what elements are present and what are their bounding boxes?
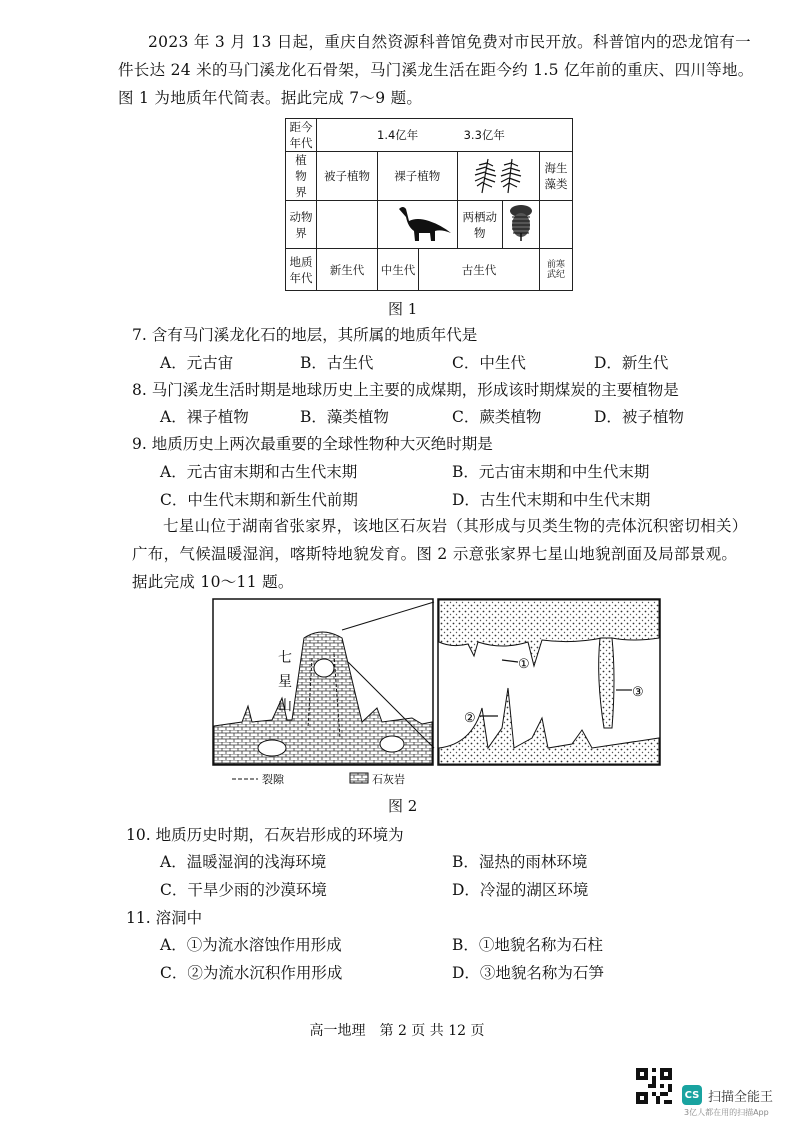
option[interactable]: A．①为流水溶蚀作用形成 [160,936,342,954]
option[interactable]: B．藻类植物 [300,408,389,426]
option[interactable]: C．中生代 [452,354,526,372]
marker-1: ① [518,657,530,672]
row-label-animal: 动物界 [286,201,317,249]
row-label-plant: 植物界 [286,152,317,201]
option[interactable]: C．蕨类植物 [452,408,542,426]
question-11: 11. 溶洞中 [126,909,203,927]
page-footer: 高一地理 第 2 页 共 12 页 [309,1023,485,1039]
fern-cell [457,152,539,201]
intro-paragraph-2 [132,512,752,596]
legend-crack: 裂隙 [262,773,284,786]
question-9: 9. 地质历史上两次最重要的全球性物种大灭绝时期是 [132,435,493,453]
option[interactable]: B．元古宙末期和中生代末期 [452,463,650,481]
option[interactable]: C．干旱少雨的沙漠环境 [160,881,327,899]
intro2-line3: 据此完成 10～11 题。 [132,573,294,591]
era-precambrian: 前寒武纪 [540,249,573,291]
era-paleozoic: 古生代 [419,249,540,291]
option[interactable]: C．②为流水沉积作用形成 [160,964,343,982]
era-mesozoic: 中生代 [378,249,419,291]
intro1-line2: 件长达 24 米的马门溪龙化石骨架，马门溪龙生活在距今约 1.5 亿年前的重庆、四川等地。 [118,61,754,79]
option[interactable]: A．温暖湿润的浅海环境 [160,853,327,871]
intro2-line1: 七星山位于湖南省张家界，该地区石灰岩（其形成与贝类生物的壳体沉积密切相关） [163,517,748,535]
age-1-4: 1.4亿年 [377,128,419,142]
age-3-3: 3.3亿年 [463,128,505,142]
animal-amphibian: 两栖动物 [457,201,502,249]
trilobite-cell [502,201,539,249]
scanner-logo: CS [682,1085,702,1105]
mountain-profile-panel [213,599,434,765]
option[interactable]: A．元古宙 [160,354,234,372]
option[interactable]: B．①地貌名称为石柱 [452,936,603,954]
trilobite-icon [503,203,539,243]
option[interactable]: C．中生代末期和新生代前期 [160,491,358,509]
geologic-time-table [285,118,573,291]
question-7: 7. 含有马门溪龙化石的地层，其所属的地质年代是 [132,326,478,344]
option[interactable]: A．裸子植物 [160,408,249,426]
intro-paragraph-1 [118,28,758,112]
animal-empty-2 [540,201,573,249]
intro1-line1: 2023 年 3 月 13 日起，重庆自然资源科普馆免费对市民开放。科普馆内的恐龙馆有一 [148,33,751,51]
intro1-line3: 图 1 为地质年代简表。据此完成 7～9 题。 [118,89,423,107]
figure-2-karst-diagram [212,598,662,788]
animal-empty [317,201,378,249]
fern-icon [468,155,528,195]
option[interactable]: D．被子植物 [594,408,684,426]
question-8: 8. 马门溪龙生活时期是地球历史上主要的成煤期，形成该时期煤炭的主要植物是 [132,381,679,399]
age-cell [317,119,573,152]
dinosaur-cell [378,201,458,249]
option[interactable]: D．新生代 [594,354,669,372]
legend-limestone: 石灰岩 [372,773,405,786]
option[interactable]: B．湿热的雨林环境 [452,853,588,871]
figure-2-caption: 图 2 [388,797,418,815]
scanner-name: 扫描全能王 [708,1089,774,1105]
marker-3: ③ [632,685,644,700]
row-label-age: 距今年代 [286,119,317,152]
row-label-era: 地质年代 [286,249,317,291]
mountain-label-2: 星 [278,674,292,690]
dinosaur-icon [397,203,453,243]
plant-angiosperm: 被子植物 [317,152,378,201]
figure-1-caption: 图 1 [388,300,418,318]
intro2-line2: 广布，气候温暖湿润，喀斯特地貌发育。图 2 示意张家界七星山地貌剖面及局部景观。 [132,545,738,563]
era-cenozoic: 新生代 [317,249,378,291]
option[interactable]: B．古生代 [300,354,374,372]
cave-detail-panel [438,599,660,765]
scanner-badge [682,1085,774,1117]
option[interactable]: D．古生代末期和中生代末期 [452,491,651,509]
marker-2: ② [464,711,476,726]
plant-gymnosperm: 裸子植物 [378,152,458,201]
mountain-label-1: 七 [278,650,292,666]
scanner-tagline: 3亿人都在用的扫描App [684,1108,769,1117]
option[interactable]: D．冷湿的湖区环境 [452,881,589,899]
qr-code-icon [636,1068,672,1104]
plant-marine-algae: 海生藻类 [540,152,573,201]
question-10: 10. 地质历史时期，石灰岩形成的环境为 [126,826,404,844]
option[interactable]: D．③地貌名称为石笋 [452,964,604,982]
mountain-label-3: 山 [278,698,292,714]
figure-2-legend [232,772,405,786]
option[interactable]: A．元古宙末期和古生代末期 [160,463,358,481]
